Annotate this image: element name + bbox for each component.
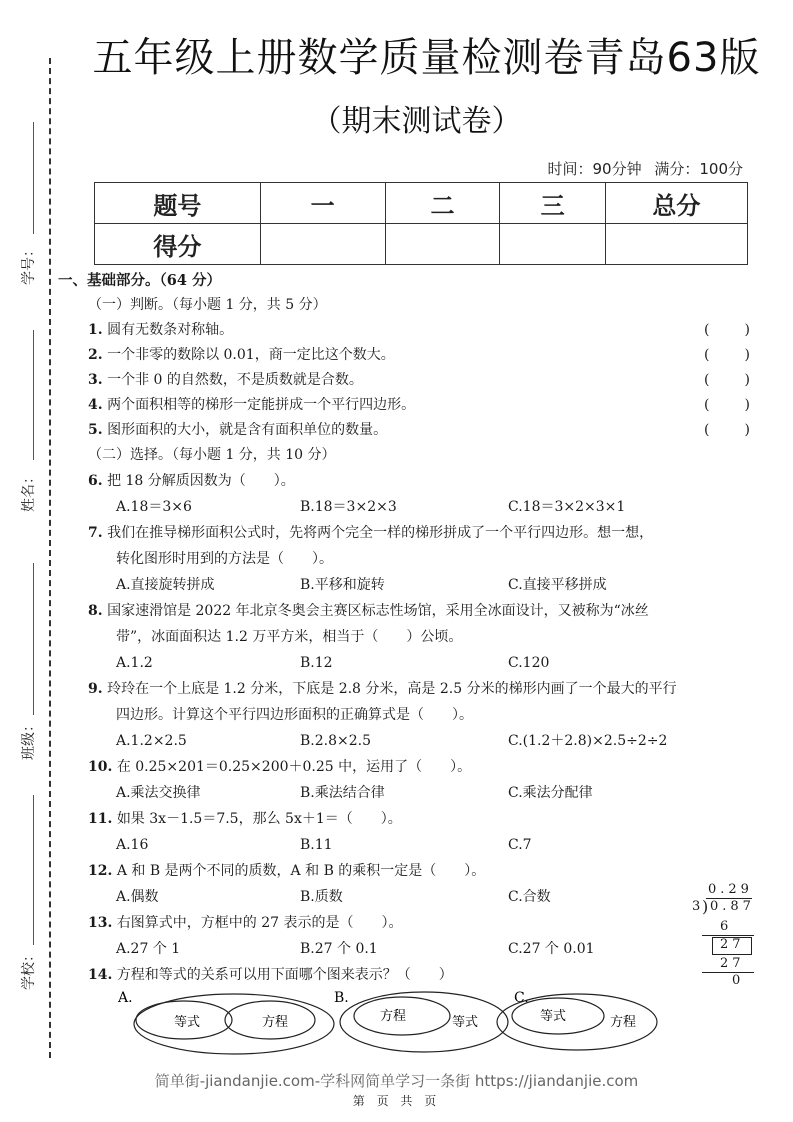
answer-blank[interactable]: ( ) bbox=[704, 397, 750, 413]
score-cell-total[interactable] bbox=[605, 224, 747, 265]
choice-question: 6. 把 18 分解质因数为（ ）。 bbox=[88, 473, 295, 489]
score-row-label: 得分 bbox=[95, 224, 261, 265]
page-number: 第 页 共 页 bbox=[352, 1094, 441, 1108]
answer-blank[interactable]: ( ) bbox=[704, 347, 750, 363]
name-label: 姓名： bbox=[21, 470, 37, 512]
class-label: 班级： bbox=[21, 718, 37, 760]
option-b[interactable]: B.乘法结合律 bbox=[300, 785, 385, 801]
school-label: 学校： bbox=[21, 948, 37, 990]
score-table-header-row bbox=[95, 183, 748, 224]
score-cell-1[interactable] bbox=[260, 224, 385, 265]
choice-options bbox=[62, 650, 762, 676]
venn-option-b[interactable] bbox=[334, 990, 508, 1052]
choice-question: 8. 国家速滑馆是 2022 年北京冬奥会主赛区标志性场馆，采用全冰面设计，又被称为“冰丝 bbox=[88, 603, 649, 619]
svg-text:等式: 等式 bbox=[174, 1015, 201, 1030]
venn-option-c[interactable] bbox=[497, 990, 657, 1050]
score-col-2: 二 bbox=[385, 183, 500, 224]
venn-b-label: B. bbox=[334, 990, 349, 1006]
venn-diagrams bbox=[112, 986, 732, 1056]
part2-title: （二）选择。（每小题 1 分，共 10 分） bbox=[88, 447, 336, 463]
question-continuation: 带”，冰面面积达 1.2 万平方米，相当于（ ）公顷。 bbox=[116, 629, 463, 645]
venn-a-label: A. bbox=[118, 990, 133, 1006]
score-cell-3[interactable] bbox=[500, 224, 605, 265]
svg-text:方程: 方程 bbox=[610, 1015, 637, 1030]
exam-full-score: 满分：100分 bbox=[654, 160, 743, 178]
option-c[interactable]: C.合数 bbox=[508, 889, 551, 905]
choice-question: 14. 方程和等式的关系可以用下面哪个图来表示？（ ） bbox=[88, 967, 453, 983]
option-b[interactable]: B.平移和旋转 bbox=[300, 577, 385, 593]
judge-question: 4. 两个面积相等的梯形一定能拼成一个平行四边形。 ( ) bbox=[62, 393, 762, 418]
choice-question: 12. A 和 B 是两个不同的质数，A 和 B 的乘积一定是（ ）。 bbox=[88, 863, 486, 879]
option-c[interactable]: C.直接平移拼成 bbox=[508, 577, 607, 593]
option-a[interactable]: A.偶数 bbox=[116, 889, 159, 905]
venn-c-label: C. bbox=[514, 990, 529, 1006]
option-c[interactable]: C.7 bbox=[508, 837, 532, 853]
choice-question: 9. 玲玲在一个上底是 1.2 分米，下底是 2.8 分米，高是 2.5 分米的梯形内画了一个最大的平行 bbox=[88, 681, 677, 697]
choice-options bbox=[62, 728, 762, 754]
score-col-total: 总分 bbox=[605, 183, 747, 224]
choice-question: 13. 右图算式中，方框中的 27 表示的是（ ）。 bbox=[88, 915, 403, 931]
option-c[interactable]: C.27 个 0.01 bbox=[508, 941, 595, 957]
choice-options bbox=[62, 780, 762, 806]
judge-question: 1. 圆有无数条对称轴。 ( ) bbox=[62, 318, 762, 343]
class-line bbox=[33, 563, 34, 715]
page-title: 五年级上册数学质量检测卷青岛63版 bbox=[92, 35, 761, 81]
choice-options bbox=[62, 936, 762, 962]
division-step2: 27 bbox=[720, 956, 745, 971]
option-c[interactable]: C.120 bbox=[508, 655, 550, 671]
watermark-footer: 简单街-jiandanjie.com-学科网简单学习一条街 https://jiandanjie.com bbox=[154, 1072, 639, 1090]
option-b[interactable]: B.12 bbox=[300, 655, 333, 671]
answer-blank[interactable]: ( ) bbox=[704, 372, 750, 388]
division-quotient: 0.29 bbox=[708, 882, 753, 897]
svg-text:等式: 等式 bbox=[452, 1015, 479, 1030]
option-a[interactable]: A.27 个 1 bbox=[116, 941, 181, 957]
option-c[interactable]: C.18＝3×2×3×1 bbox=[508, 499, 626, 515]
svg-text:方程: 方程 bbox=[380, 1009, 407, 1024]
long-division-figure bbox=[692, 880, 762, 990]
choice-question: 11. 如果 3x－1.5＝7.5，那么 5x＋1＝（ ）。 bbox=[88, 811, 402, 827]
option-a[interactable]: A.直接旋转拼成 bbox=[116, 577, 215, 593]
svg-text:等式: 等式 bbox=[540, 1009, 567, 1024]
option-b[interactable]: B.27 个 0.1 bbox=[300, 941, 378, 957]
venn-option-a[interactable] bbox=[117, 990, 334, 1054]
score-col-3: 三 bbox=[500, 183, 605, 224]
svg-text:方程: 方程 bbox=[262, 1015, 289, 1030]
choice-options bbox=[62, 832, 762, 858]
judge-question: 3. 一个非 0 的自然数，不是质数就是合数。 ( ) bbox=[62, 368, 762, 393]
question-continuation: 四边形。计算这个平行四边形面积的正确算式是（ ）。 bbox=[116, 707, 473, 723]
answer-blank[interactable]: ( ) bbox=[704, 322, 750, 338]
school-line bbox=[33, 795, 34, 945]
division-divisor: 3 bbox=[692, 899, 705, 914]
choice-options bbox=[62, 572, 762, 598]
name-line bbox=[33, 330, 34, 460]
binding-dashed-line bbox=[49, 58, 51, 1058]
division-boxed-value: 27 bbox=[720, 937, 745, 952]
option-b[interactable]: B.2.8×2.5 bbox=[300, 733, 371, 749]
division-step1: 6 bbox=[720, 919, 733, 934]
option-c[interactable]: C.乘法分配律 bbox=[508, 785, 593, 801]
judge-question: 5. 图形面积的大小，就是含有面积单位的数量。 ( ) bbox=[62, 418, 762, 443]
option-b[interactable]: B.18＝3×2×3 bbox=[300, 499, 397, 515]
score-cell-2[interactable] bbox=[385, 224, 500, 265]
exam-content bbox=[58, 268, 762, 988]
exam-time: 时间：90分钟 bbox=[547, 160, 642, 178]
judge-question: 2. 一个非零的数除以 0.01，商一定比这个数大。 ( ) bbox=[62, 343, 762, 368]
division-dividend: 0.87 bbox=[710, 899, 755, 914]
option-a[interactable]: A.16 bbox=[116, 837, 149, 853]
exam-meta bbox=[539, 158, 743, 179]
option-a[interactable]: A.乘法交换律 bbox=[116, 785, 201, 801]
division-bracket: ) bbox=[702, 897, 709, 916]
choice-options bbox=[62, 884, 762, 910]
score-table-header: 题号 bbox=[95, 183, 261, 224]
section-title: 一、基础部分。（64 分） bbox=[58, 272, 221, 289]
page-subtitle: （期末测试卷） bbox=[311, 104, 522, 139]
choice-options bbox=[62, 494, 762, 520]
option-b[interactable]: B.11 bbox=[300, 837, 333, 853]
choice-question: 7. 我们在推导梯形面积公式时，先将两个完全一样的梯形拼成了一个平行四边形。想一想， bbox=[88, 525, 654, 541]
choice-question: 10. 在 0.25×201＝0.25×200＋0.25 中，运用了（ ）。 bbox=[88, 759, 472, 775]
score-table-score-row bbox=[95, 224, 748, 265]
division-line-1 bbox=[702, 935, 754, 936]
option-a[interactable]: A.1.2 bbox=[116, 655, 153, 671]
option-c[interactable]: C.(1.2＋2.8)×2.5÷2÷2 bbox=[508, 733, 668, 749]
student-id-label: 学号： bbox=[21, 243, 37, 285]
option-b[interactable]: B.质数 bbox=[300, 889, 343, 905]
score-col-1: 一 bbox=[260, 183, 385, 224]
score-table bbox=[94, 182, 748, 265]
part1-title: （一）判断。（每小题 1 分，共 5 分） bbox=[88, 297, 327, 313]
option-a[interactable]: A.1.2×2.5 bbox=[116, 733, 187, 749]
answer-blank[interactable]: ( ) bbox=[704, 422, 750, 438]
option-a[interactable]: A.18＝3×6 bbox=[116, 499, 192, 515]
division-line-2 bbox=[702, 972, 754, 973]
question-continuation: 转化图形时用到的方法是（ ）。 bbox=[116, 551, 333, 567]
division-remainder: 0 bbox=[732, 973, 745, 988]
